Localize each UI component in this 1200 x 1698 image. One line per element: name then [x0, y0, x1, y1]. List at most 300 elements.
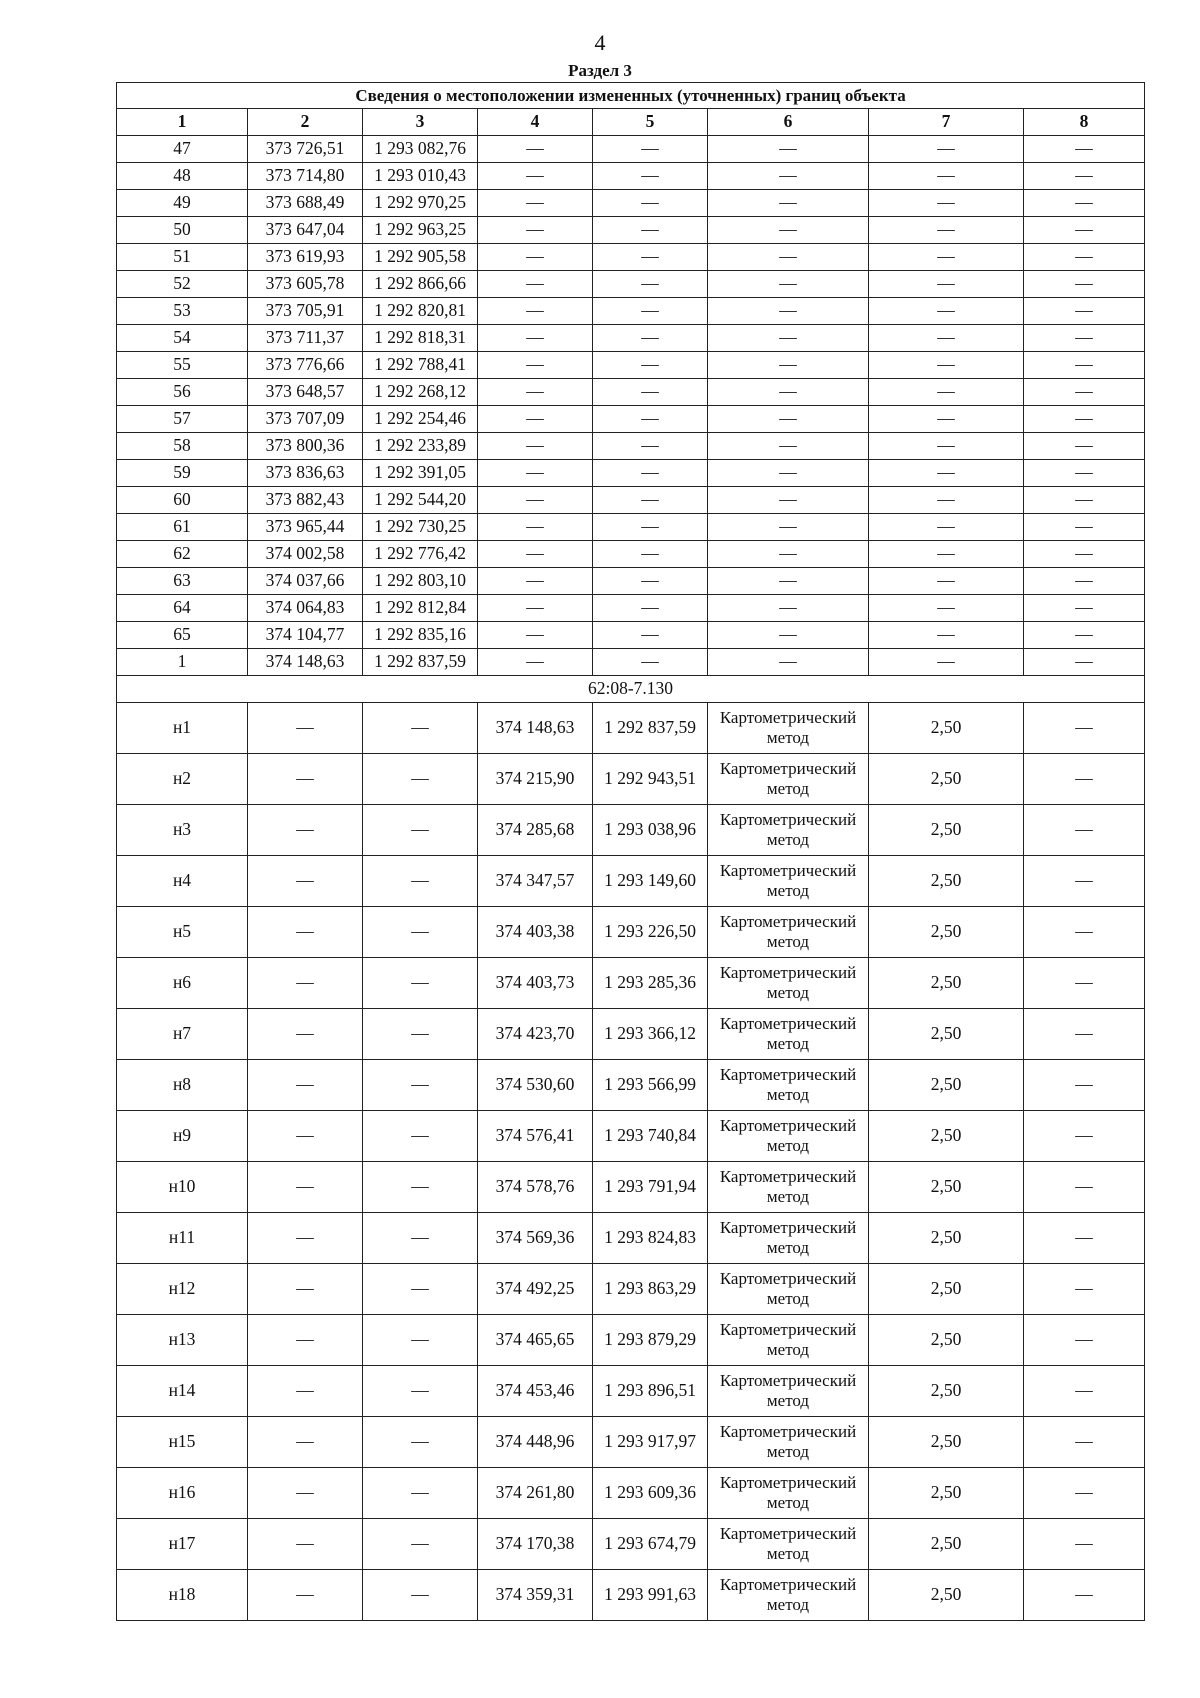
- table-cell: 374 576,41: [478, 1111, 593, 1162]
- table-cell: 374 465,65: [478, 1315, 593, 1366]
- table-row: [117, 1366, 1145, 1417]
- table-cell: —: [869, 217, 1024, 244]
- table-cell: —: [708, 406, 869, 433]
- table-cell: 2,50: [869, 1315, 1024, 1366]
- table-cell: —: [1024, 805, 1145, 856]
- table-row: [117, 595, 1145, 622]
- page-number: 4: [594, 30, 606, 55]
- table-cell: 1 292 776,42: [363, 541, 478, 568]
- method-cell: Картометрический метод: [708, 1468, 869, 1519]
- table-cell: —: [1024, 907, 1145, 958]
- table-cell: —: [248, 1060, 363, 1111]
- table-row: [117, 1570, 1145, 1621]
- table-cell: 1 293 674,79: [593, 1519, 708, 1570]
- table-cell: —: [593, 649, 708, 676]
- table-cell: —: [478, 541, 593, 568]
- table-cell: —: [363, 805, 478, 856]
- table-row: [117, 406, 1145, 433]
- table-cell: 1 292 268,12: [363, 379, 478, 406]
- table-row: [117, 805, 1145, 856]
- table-caption-row: [117, 83, 1145, 109]
- table-cell: 1 293 991,63: [593, 1570, 708, 1621]
- table-cell: н4: [117, 856, 248, 907]
- table-cell: —: [708, 649, 869, 676]
- table-cell: —: [593, 622, 708, 649]
- table-cell: 2,50: [869, 703, 1024, 754]
- table-cell: 374 170,38: [478, 1519, 593, 1570]
- table-cell: —: [1024, 649, 1145, 676]
- table-cell: —: [593, 244, 708, 271]
- table-cell: 59: [117, 460, 248, 487]
- table-cell: —: [593, 352, 708, 379]
- table-cell: 373 605,78: [248, 271, 363, 298]
- table-cell: —: [1024, 1315, 1145, 1366]
- table-cell: —: [1024, 703, 1145, 754]
- table-cell: —: [1024, 1468, 1145, 1519]
- table-cell: —: [1024, 244, 1145, 271]
- table-cell: —: [593, 595, 708, 622]
- table-cell: —: [248, 1468, 363, 1519]
- table-cell: —: [248, 1264, 363, 1315]
- method-cell: Картометрический метод: [708, 1570, 869, 1621]
- table-cell: 2,50: [869, 1111, 1024, 1162]
- table-row: [117, 163, 1145, 190]
- table-cell: —: [708, 487, 869, 514]
- table-cell: 374 453,46: [478, 1366, 593, 1417]
- table-cell: —: [869, 325, 1024, 352]
- table-cell: —: [478, 352, 593, 379]
- table-cell: —: [248, 1162, 363, 1213]
- table-cell: —: [869, 595, 1024, 622]
- table-cell: 2,50: [869, 1060, 1024, 1111]
- column-header: 8: [1024, 109, 1145, 136]
- table-cell: —: [869, 163, 1024, 190]
- table-row: [117, 703, 1145, 754]
- table-row: [117, 460, 1145, 487]
- table-cell: 51: [117, 244, 248, 271]
- table-cell: 60: [117, 487, 248, 514]
- table-cell: 373 882,43: [248, 487, 363, 514]
- table-cell: 1 293 791,94: [593, 1162, 708, 1213]
- table-row: [117, 856, 1145, 907]
- table-cell: —: [248, 958, 363, 1009]
- table-cell: —: [363, 1519, 478, 1570]
- table-cell: —: [248, 1111, 363, 1162]
- table-cell: 374 064,83: [248, 595, 363, 622]
- table-cell: 64: [117, 595, 248, 622]
- table-cell: 56: [117, 379, 248, 406]
- table-cell: 374 215,90: [478, 754, 593, 805]
- table-cell: 374 148,63: [248, 649, 363, 676]
- table-cell: н6: [117, 958, 248, 1009]
- table-cell: —: [478, 460, 593, 487]
- table-cell: н11: [117, 1213, 248, 1264]
- table-cell: 1 292 905,58: [363, 244, 478, 271]
- table-cell: —: [593, 406, 708, 433]
- table-cell: 1 293 149,60: [593, 856, 708, 907]
- column-header: 4: [478, 109, 593, 136]
- column-header: 1: [117, 109, 248, 136]
- table-cell: —: [248, 1519, 363, 1570]
- table-cell: н7: [117, 1009, 248, 1060]
- table-cell: н2: [117, 754, 248, 805]
- table-row: [117, 568, 1145, 595]
- table-row: [117, 1519, 1145, 1570]
- table-cell: 373 688,49: [248, 190, 363, 217]
- table-cell: —: [478, 649, 593, 676]
- table-cell: —: [708, 568, 869, 595]
- table-cell: 47: [117, 136, 248, 163]
- table-cell: —: [248, 703, 363, 754]
- table-cell: —: [478, 298, 593, 325]
- table-cell: —: [593, 433, 708, 460]
- table-cell: —: [593, 568, 708, 595]
- table-cell: —: [708, 514, 869, 541]
- table-cell: 1: [117, 649, 248, 676]
- table-cell: —: [363, 1162, 478, 1213]
- table-cell: —: [1024, 541, 1145, 568]
- table-cell: —: [478, 136, 593, 163]
- table-cell: —: [593, 487, 708, 514]
- table-cell: 374 002,58: [248, 541, 363, 568]
- table-cell: —: [478, 190, 593, 217]
- table-cell: —: [1024, 568, 1145, 595]
- table-cell: —: [593, 190, 708, 217]
- table-cell: 1 292 788,41: [363, 352, 478, 379]
- table-cell: —: [869, 460, 1024, 487]
- table-cell: 374 037,66: [248, 568, 363, 595]
- table-row: [117, 244, 1145, 271]
- table-row: [117, 1060, 1145, 1111]
- table-cell: н18: [117, 1570, 248, 1621]
- table-row: [117, 1417, 1145, 1468]
- table-cell: 1 292 837,59: [363, 649, 478, 676]
- table-cell: —: [708, 325, 869, 352]
- table-cell: —: [593, 514, 708, 541]
- method-cell: Картометрический метод: [708, 907, 869, 958]
- table-cell: 1 293 824,83: [593, 1213, 708, 1264]
- table-cell: —: [363, 1315, 478, 1366]
- table-cell: —: [1024, 1417, 1145, 1468]
- table-cell: —: [708, 541, 869, 568]
- table-cell: 374 359,31: [478, 1570, 593, 1621]
- table-cell: —: [869, 433, 1024, 460]
- method-cell: Картометрический метод: [708, 1009, 869, 1060]
- table-cell: 2,50: [869, 1366, 1024, 1417]
- table-cell: н10: [117, 1162, 248, 1213]
- table-body: [117, 83, 1145, 1621]
- table-cell: —: [869, 622, 1024, 649]
- table-cell: —: [708, 217, 869, 244]
- table-cell: 1 293 609,36: [593, 1468, 708, 1519]
- table-cell: 1 293 285,36: [593, 958, 708, 1009]
- table-cell: 55: [117, 352, 248, 379]
- table-cell: 374 423,70: [478, 1009, 593, 1060]
- table-cell: 373 714,80: [248, 163, 363, 190]
- table-cell: 2,50: [869, 958, 1024, 1009]
- table-cell: —: [1024, 1519, 1145, 1570]
- table-cell: 1 292 544,20: [363, 487, 478, 514]
- cadastral-number: 62:08-7.130: [117, 676, 1145, 703]
- table-cell: 50: [117, 217, 248, 244]
- table-cell: —: [363, 907, 478, 958]
- table-cell: —: [593, 460, 708, 487]
- table-cell: 49: [117, 190, 248, 217]
- table-cell: —: [1024, 190, 1145, 217]
- table-cell: 373 705,91: [248, 298, 363, 325]
- table-cell: —: [1024, 1570, 1145, 1621]
- table-cell: —: [869, 379, 1024, 406]
- table-cell: 1 292 812,84: [363, 595, 478, 622]
- table-cell: —: [593, 163, 708, 190]
- table-cell: —: [593, 325, 708, 352]
- table-cell: —: [478, 568, 593, 595]
- table-cell: —: [1024, 1264, 1145, 1315]
- table-cell: —: [869, 136, 1024, 163]
- table-cell: 373 776,66: [248, 352, 363, 379]
- table-cell: н16: [117, 1468, 248, 1519]
- table-cell: —: [478, 406, 593, 433]
- table-cell: —: [478, 244, 593, 271]
- table-cell: —: [478, 622, 593, 649]
- table-cell: 1 293 566,99: [593, 1060, 708, 1111]
- table-cell: н12: [117, 1264, 248, 1315]
- table-row: [117, 433, 1145, 460]
- table-cell: 373 619,93: [248, 244, 363, 271]
- table-cell: 1 292 837,59: [593, 703, 708, 754]
- table-cell: —: [363, 1570, 478, 1621]
- table-cell: 1 292 730,25: [363, 514, 478, 541]
- method-cell: Картометрический метод: [708, 1111, 869, 1162]
- table-cell: —: [1024, 1162, 1145, 1213]
- table-row: [117, 958, 1145, 1009]
- table-cell: 373 647,04: [248, 217, 363, 244]
- table-cell: 58: [117, 433, 248, 460]
- table-cell: 374 492,25: [478, 1264, 593, 1315]
- table-cell: 374 403,38: [478, 907, 593, 958]
- table-cell: 374 104,77: [248, 622, 363, 649]
- table-row: [117, 541, 1145, 568]
- table-cell: —: [869, 487, 1024, 514]
- table-cell: 53: [117, 298, 248, 325]
- table-cell: —: [248, 1315, 363, 1366]
- table-cell: —: [478, 379, 593, 406]
- table-cell: —: [478, 487, 593, 514]
- table-cell: —: [248, 1570, 363, 1621]
- table-cell: 1 293 226,50: [593, 907, 708, 958]
- table-cell: —: [1024, 856, 1145, 907]
- table-cell: 1 292 866,66: [363, 271, 478, 298]
- table-row: [117, 136, 1145, 163]
- table-cell: 48: [117, 163, 248, 190]
- method-cell: Картометрический метод: [708, 1315, 869, 1366]
- table-cell: —: [248, 1366, 363, 1417]
- table-cell: 63: [117, 568, 248, 595]
- table-cell: —: [1024, 958, 1145, 1009]
- table-row: [117, 1111, 1145, 1162]
- table-row: [117, 1009, 1145, 1060]
- table-cell: 1 293 917,97: [593, 1417, 708, 1468]
- table-cell: —: [1024, 1213, 1145, 1264]
- table-cell: 2,50: [869, 1417, 1024, 1468]
- table-cell: —: [869, 406, 1024, 433]
- table-cell: —: [869, 244, 1024, 271]
- table-cell: —: [1024, 595, 1145, 622]
- table-cell: 61: [117, 514, 248, 541]
- table-cell: —: [363, 1060, 478, 1111]
- table-cell: 52: [117, 271, 248, 298]
- table-cell: 65: [117, 622, 248, 649]
- table-cell: 374 403,73: [478, 958, 593, 1009]
- table-cell: 1 292 254,46: [363, 406, 478, 433]
- table-cell: —: [363, 1366, 478, 1417]
- table-cell: 374 285,68: [478, 805, 593, 856]
- table-cell: 373 711,37: [248, 325, 363, 352]
- table-cell: —: [1024, 136, 1145, 163]
- table-cell: 1 293 366,12: [593, 1009, 708, 1060]
- method-cell: Картометрический метод: [708, 1519, 869, 1570]
- method-cell: Картометрический метод: [708, 754, 869, 805]
- table-cell: 373 965,44: [248, 514, 363, 541]
- table-cell: —: [248, 1417, 363, 1468]
- table-cell: н5: [117, 907, 248, 958]
- column-header: 7: [869, 109, 1024, 136]
- table-row: [117, 271, 1145, 298]
- table-cell: 1 292 963,25: [363, 217, 478, 244]
- table-cell: —: [363, 1264, 478, 1315]
- table-cell: —: [708, 622, 869, 649]
- table-cell: —: [708, 379, 869, 406]
- table-cell: 373 726,51: [248, 136, 363, 163]
- table-cell: —: [363, 958, 478, 1009]
- table-cell: 2,50: [869, 1570, 1024, 1621]
- table-row: [117, 190, 1145, 217]
- column-header-row: [117, 109, 1145, 136]
- table-row: [117, 754, 1145, 805]
- table-cell: —: [708, 460, 869, 487]
- table-cell: —: [1024, 754, 1145, 805]
- table-cell: —: [869, 298, 1024, 325]
- table-row: [117, 1213, 1145, 1264]
- table-cell: —: [869, 541, 1024, 568]
- table-cell: —: [1024, 1060, 1145, 1111]
- table-cell: 1 293 010,43: [363, 163, 478, 190]
- table-cell: —: [593, 298, 708, 325]
- table-cell: н14: [117, 1366, 248, 1417]
- method-cell: Картометрический метод: [708, 805, 869, 856]
- table-cell: 1 293 082,76: [363, 136, 478, 163]
- table-cell: —: [363, 856, 478, 907]
- table-cell: 373 707,09: [248, 406, 363, 433]
- table-cell: 374 148,63: [478, 703, 593, 754]
- table-cell: 2,50: [869, 754, 1024, 805]
- table-cell: 1 292 970,25: [363, 190, 478, 217]
- table-cell: 374 261,80: [478, 1468, 593, 1519]
- table-cell: —: [363, 1009, 478, 1060]
- table-cell: —: [1024, 1111, 1145, 1162]
- column-header: 5: [593, 109, 708, 136]
- table-cell: 2,50: [869, 1162, 1024, 1213]
- table-cell: 1 293 740,84: [593, 1111, 708, 1162]
- table-row: [117, 1264, 1145, 1315]
- table-cell: —: [1024, 352, 1145, 379]
- table-cell: н9: [117, 1111, 248, 1162]
- table-cell: 1 292 233,89: [363, 433, 478, 460]
- section-title: Раздел 3: [568, 61, 632, 80]
- table-cell: 54: [117, 325, 248, 352]
- table-cell: —: [363, 1468, 478, 1519]
- table-cell: —: [593, 217, 708, 244]
- table-row: [117, 487, 1145, 514]
- method-cell: Картометрический метод: [708, 958, 869, 1009]
- boundary-table: [116, 82, 1145, 1621]
- method-cell: Картометрический метод: [708, 1366, 869, 1417]
- table-cell: —: [248, 805, 363, 856]
- table-cell: —: [869, 568, 1024, 595]
- table-cell: 373 648,57: [248, 379, 363, 406]
- table-cell: 57: [117, 406, 248, 433]
- table-cell: —: [708, 190, 869, 217]
- method-cell: Картометрический метод: [708, 1417, 869, 1468]
- column-header: 3: [363, 109, 478, 136]
- table-cell: —: [869, 352, 1024, 379]
- table-cell: —: [1024, 325, 1145, 352]
- table-cell: 2,50: [869, 856, 1024, 907]
- table-cell: —: [1024, 406, 1145, 433]
- table-cell: —: [708, 352, 869, 379]
- table-cell: —: [1024, 298, 1145, 325]
- table-row: [117, 1315, 1145, 1366]
- method-cell: Картометрический метод: [708, 1162, 869, 1213]
- table-cell: —: [478, 271, 593, 298]
- table-cell: 2,50: [869, 1009, 1024, 1060]
- method-cell: Картометрический метод: [708, 703, 869, 754]
- table-cell: —: [708, 244, 869, 271]
- table-cell: —: [248, 1009, 363, 1060]
- table-cell: —: [248, 907, 363, 958]
- table-cell: —: [708, 271, 869, 298]
- table-cell: —: [478, 217, 593, 244]
- table-cell: —: [248, 1213, 363, 1264]
- table-cell: —: [248, 856, 363, 907]
- table-row: [117, 325, 1145, 352]
- table-cell: —: [1024, 487, 1145, 514]
- table-cell: —: [593, 271, 708, 298]
- table-cell: 2,50: [869, 907, 1024, 958]
- table-cell: —: [708, 163, 869, 190]
- table-cell: —: [478, 514, 593, 541]
- table-cell: —: [593, 541, 708, 568]
- method-cell: Картометрический метод: [708, 1213, 869, 1264]
- table-cell: 374 347,57: [478, 856, 593, 907]
- table-cell: —: [708, 595, 869, 622]
- table-cell: 374 569,36: [478, 1213, 593, 1264]
- table-row: [117, 649, 1145, 676]
- table-cell: 1 292 803,10: [363, 568, 478, 595]
- column-header: 6: [708, 109, 869, 136]
- table-cell: 374 448,96: [478, 1417, 593, 1468]
- table-row: [117, 514, 1145, 541]
- table-cell: —: [363, 1111, 478, 1162]
- table-cell: 2,50: [869, 805, 1024, 856]
- table-cell: —: [869, 190, 1024, 217]
- table-cell: н1: [117, 703, 248, 754]
- table-cell: н17: [117, 1519, 248, 1570]
- table-cell: —: [708, 136, 869, 163]
- method-cell: Картометрический метод: [708, 1264, 869, 1315]
- table-cell: 62: [117, 541, 248, 568]
- table-cell: 1 292 820,81: [363, 298, 478, 325]
